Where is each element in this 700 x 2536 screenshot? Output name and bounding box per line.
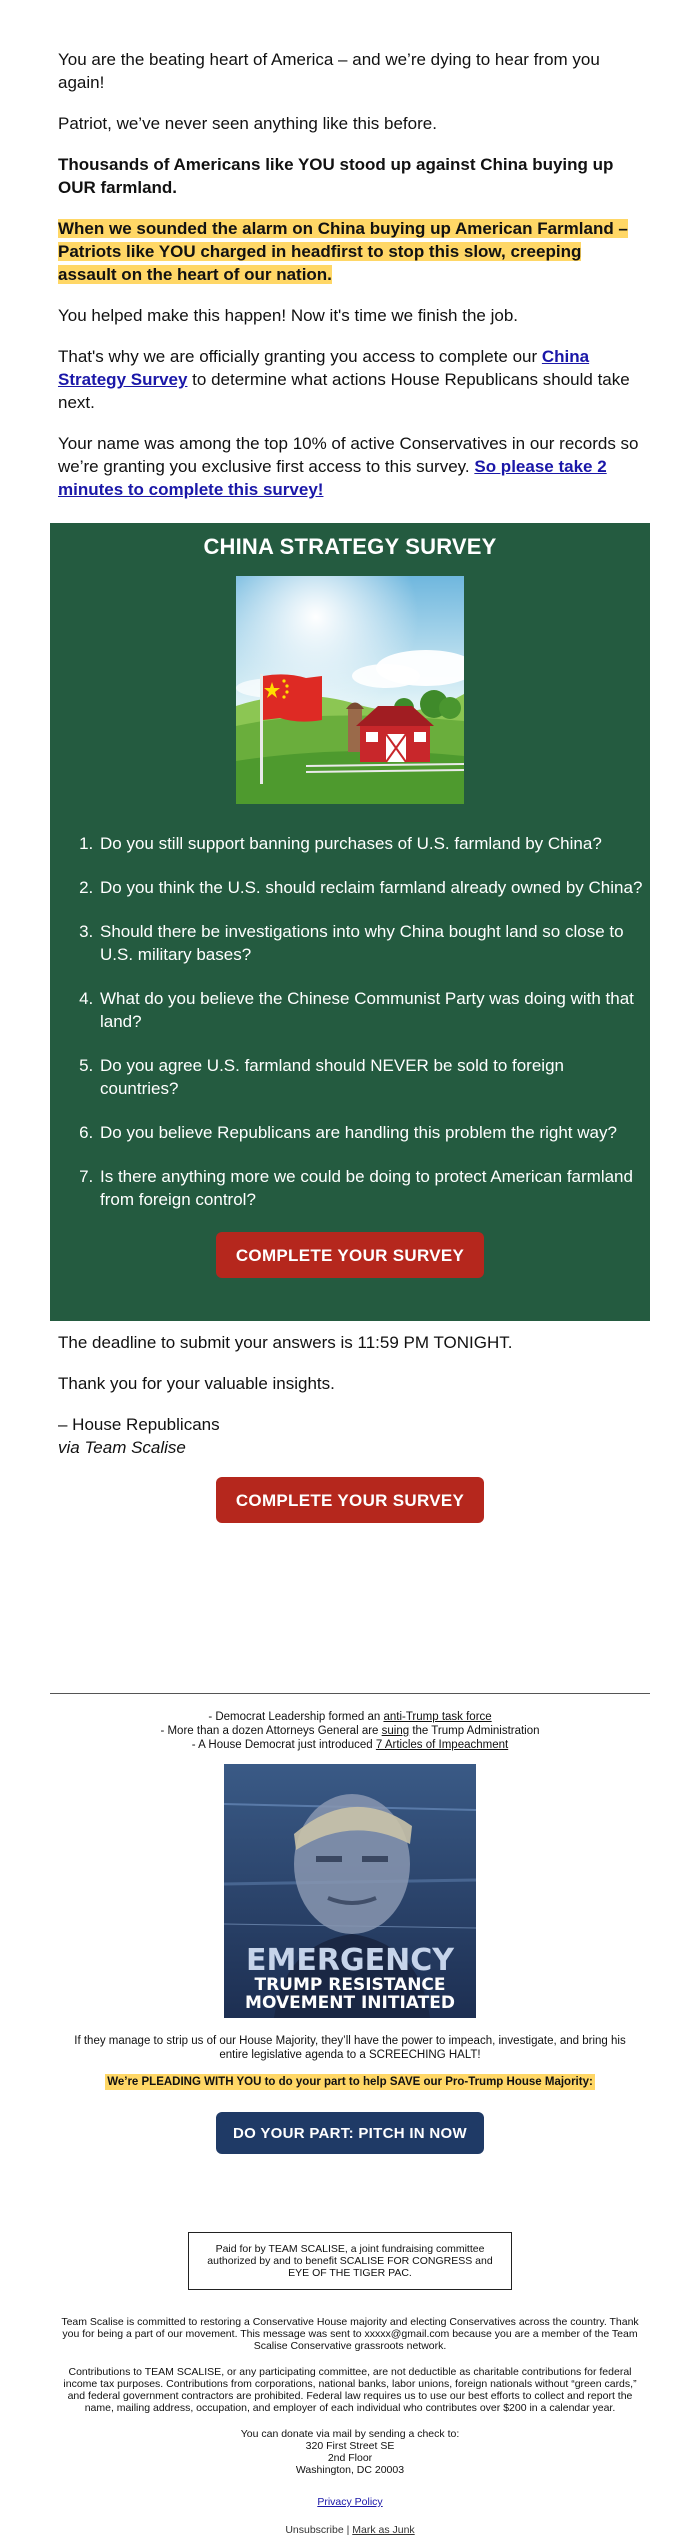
articles-of-impeachment-link[interactable]: 7 Articles of Impeachment (375, 1739, 509, 1751)
unsubscribe-row (56, 2524, 644, 2536)
promo-line-2 (50, 1724, 650, 1738)
address-line: 320 First Street SE (305, 2440, 395, 2452)
survey-question: 7. Is there anything more we could be doing to protect American farmland from foreign control? (98, 1165, 644, 1211)
closing-section (50, 1321, 650, 1523)
intro-paragraph-4 (58, 217, 642, 286)
unsubscribe-link[interactable]: Unsubscribe (285, 2524, 344, 2536)
promo-body-text: If they manage to strip us of our House Majority, they’ll have the power to impeach, investigate, and bring his entire legislative agenda to a SCREECHING HALT! (74, 2035, 626, 2061)
pitch-in-now-button[interactable]: DO YOUR PART: PITCH IN NOW (216, 2112, 484, 2154)
promo-text: - More than a dozen Attorneys General are (160, 1725, 382, 1737)
highlighted-text: When we sounded the alarm on China buying up American Farmland – Patriots like YOU charged in headfirst to stop this slow, creeping assault on the heart of our nation. (58, 219, 628, 284)
emergency-image-text: EMERGENCY (246, 1943, 454, 1978)
survey-question: 3. Should there be investigations into why China bought land so close to U.S. military bases? (98, 920, 644, 966)
promo-text: - Democrat Leadership formed an (208, 1711, 384, 1723)
signature: – House Republicans (58, 1415, 220, 1434)
privacy-policy-link[interactable]: Privacy Policy (317, 2496, 383, 2508)
contributions-text: Contributions to TEAM SCALISE, or any participating committee, are not deductible as charitable contributions for federal income tax purposes. Contributions from corporations, national banks, labor unions, foreign nationals without “green cards,” and federal government contractors are prohibited. Federal law requires us to use our best efforts to collect and report the name, mailing address, occupation, and employer of each individual who contributes over $200 in a calendar year. (63, 2366, 637, 2414)
thanks-text: Thank you for your valuable insights. (58, 1374, 335, 1393)
survey-title: CHINA STRATEGY SURVEY (203, 534, 497, 559)
paragraph-text: Your name was among the top 10% of active Conservatives in our records so we’re granting you exclusive first access to this survey. (58, 434, 639, 476)
intro-paragraph-6 (58, 345, 642, 414)
promo-line-1 (50, 1710, 650, 1724)
intro-section (50, 0, 650, 501)
deadline-text: The deadline to submit your answers is 11:59 PM TONIGHT. (58, 1333, 513, 1352)
promo-line-3 (50, 1738, 650, 1752)
paragraph-text: to determine what actions House Republicans should take next. (58, 370, 630, 412)
china-strategy-survey-link[interactable]: China Strategy Survey (58, 347, 590, 389)
commitment-text: Team Scalise is committed to restoring a Conservative House majority and electing Conservatives across the country. Thank you for being a part of our movement. This message was sent to xxxxx@gmail.com because you are a member of the Team Scalise Conservative grassroots network. (61, 2316, 639, 2352)
intro-paragraph-5: You helped make this happen! Now it's time we finish the job. (58, 306, 518, 325)
promo-section (50, 1694, 650, 2154)
suing-link[interactable]: suing (381, 1725, 410, 1737)
mark-as-junk-link[interactable]: Mark as Junk (352, 2524, 415, 2536)
email-container (50, 0, 650, 2536)
take-survey-link[interactable]: So please take 2 minutes to complete this survey! (58, 457, 607, 499)
paid-for-disclaimer: Paid for by TEAM SCALISE, a joint fundraising committee authorized by and to benefit SCALISE FOR CONGRESS and EYE OF THE TIGER PAC. (188, 2232, 512, 2290)
intro-paragraph-3: Thousands of Americans like YOU stood up against China buying up OUR farmland. (58, 155, 614, 197)
survey-question: 2. Do you think the U.S. should reclaim farmland already owned by China? (98, 876, 644, 899)
address-line: Washington, DC 20003 (295, 2464, 405, 2476)
promo-text: the Trump Administration (409, 1725, 540, 1737)
signature-via: via Team Scalise (58, 1438, 186, 1457)
survey-question: 4. What do you believe the Chinese Communist Party was doing with that land? (98, 987, 644, 1033)
promo-highlight-text: We’re PLEADING WITH YOU to do your part to help SAVE our Pro-Trump House Majority: (107, 2076, 593, 2088)
survey-panel (50, 523, 650, 1321)
complete-survey-button-2[interactable]: COMPLETE YOUR SURVEY (216, 1477, 484, 1523)
survey-question: 5. Do you agree U.S. farmland should NEVER be sold to foreign countries? (98, 1054, 644, 1100)
farm-with-china-flag-illustration[interactable] (236, 576, 464, 804)
survey-question: 1. Do you still support banning purchases of U.S. farmland by China? (98, 832, 644, 855)
anti-trump-task-force-link[interactable]: anti-Trump task force (383, 1711, 492, 1723)
complete-survey-button[interactable]: COMPLETE YOUR SURVEY (216, 1232, 484, 1278)
intro-paragraph-1: You are the beating heart of America – and we’re dying to hear from you again! (58, 50, 600, 92)
survey-question: 6. Do you believe Republicans are handling this problem the right way? (98, 1121, 644, 1144)
mail-donation-intro: You can donate via mail by sending a check to: (240, 2428, 460, 2440)
separator: | (343, 2524, 353, 2536)
promo-text: - A House Democrat just introduced (191, 1739, 376, 1751)
paragraph-text: That's why we are officially granting you access to complete our (58, 347, 542, 366)
intro-paragraph-7 (58, 432, 642, 501)
address-line: 2nd Floor (327, 2452, 373, 2464)
emergency-image-text: MOVEMENT INITIATED (245, 1993, 455, 2013)
emergency-resistance-image[interactable] (224, 1764, 476, 2018)
emergency-image-text: TRUMP RESISTANCE (254, 1975, 446, 1995)
footer (50, 2316, 650, 2536)
intro-paragraph-2: Patriot, we’ve never seen anything like this before. (58, 114, 437, 133)
survey-question-list (50, 832, 644, 1211)
